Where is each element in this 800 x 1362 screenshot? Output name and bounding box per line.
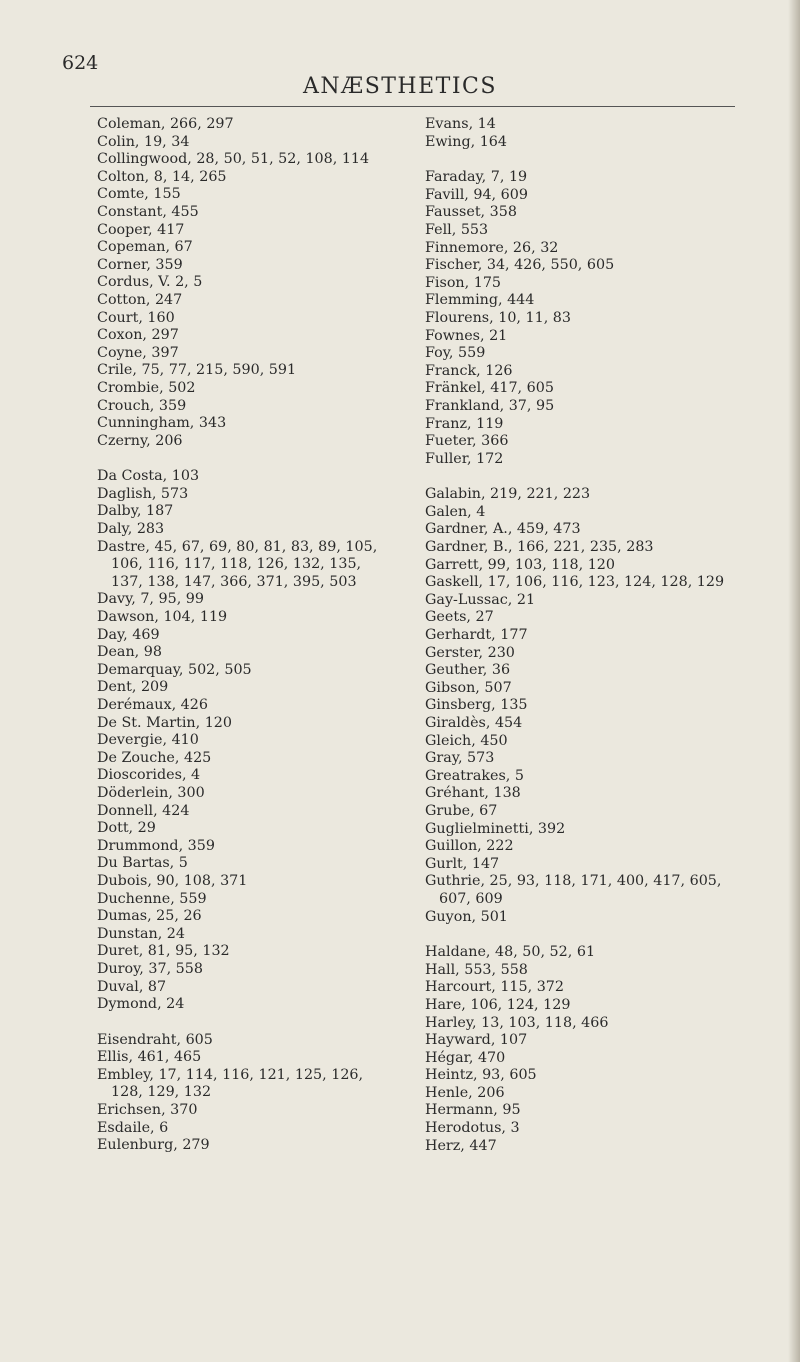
index-entry: Coleman, 266, 297 xyxy=(97,116,234,132)
index-entry: Dott, 29 xyxy=(97,820,156,837)
header-rule xyxy=(90,106,735,107)
index-entry: Colin, 19, 34 xyxy=(97,133,190,150)
index-entry: Franck, 126 xyxy=(425,362,513,379)
index-entry: Henle, 206 xyxy=(425,1084,505,1101)
index-entry: Crouch, 359 xyxy=(97,397,187,414)
index-entry: Gurlt, 147 xyxy=(425,855,500,872)
index-entry: Devergie, 410 xyxy=(97,732,199,749)
index-entry: Franz, 119 xyxy=(425,415,504,432)
index-entry: Daly, 283 xyxy=(97,521,165,538)
index-entry: Coxon, 297 xyxy=(97,327,179,344)
index-entry: Guthrie, 25, 93, 118, 171, 400, 417, 605, 607, 609 xyxy=(425,873,722,907)
index-entry: Geets, 27 xyxy=(425,609,494,626)
index-entry: Haldane, 48, 50, 52, 61 xyxy=(425,944,596,961)
index-entry: Gerhardt, 177 xyxy=(425,627,528,644)
index-entry: Donnell, 424 xyxy=(97,802,190,819)
index-entry: Dymond, 24 xyxy=(97,996,185,1013)
index-entry: Ewing, 164 xyxy=(425,133,507,150)
index-entry: Hermann, 95 xyxy=(425,1102,521,1119)
index-entry: Dalby, 187 xyxy=(97,503,174,520)
index-entry: Fränkel, 417, 605 xyxy=(425,380,554,397)
index-entry: Guyon, 501 xyxy=(425,908,508,925)
index-entry: Constant, 455 xyxy=(97,203,199,220)
index-entry: Gaskell, 17, 106, 116, 123, 124, 128, 129 xyxy=(425,574,725,591)
letter-group-gap xyxy=(97,450,397,468)
index-entry: Crombie, 502 xyxy=(97,379,196,396)
index-entry: Du Bartas, 5 xyxy=(97,855,188,872)
index-entry: Demarquay, 502, 505 xyxy=(97,661,252,678)
index-entry: Erichsen, 370 xyxy=(97,1102,198,1119)
index-entry: Grube, 67 xyxy=(425,802,498,819)
index-entry: Fison, 175 xyxy=(425,274,502,291)
index-entry: Herz, 447 xyxy=(425,1137,497,1154)
index-entry: Colton, 8, 14, 265 xyxy=(97,168,227,185)
letter-group-gap xyxy=(97,1014,397,1032)
index-entry: Gibson, 507 xyxy=(425,679,512,696)
index-entry: Da Costa, 103 xyxy=(97,468,200,485)
index-entry: Eisendraht, 605 xyxy=(97,1031,213,1048)
index-entry: Coyne, 397 xyxy=(97,344,179,361)
index-entry: Galabin, 219, 221, 223 xyxy=(425,486,591,503)
index-entry: Ellis, 461, 465 xyxy=(97,1049,202,1066)
index-entry: Hayward, 107 xyxy=(425,1032,528,1049)
index-entry: Court, 160 xyxy=(97,309,175,326)
index-entry: Harley, 13, 103, 118, 466 xyxy=(425,1014,609,1031)
index-entry: Herodotus, 3 xyxy=(425,1120,520,1137)
page-number: 624 xyxy=(62,52,99,74)
index-entry: De St. Martin, 120 xyxy=(97,714,232,731)
index-entry: Faraday, 7, 19 xyxy=(425,169,528,186)
index-entry: Greatrakes, 5 xyxy=(425,767,524,784)
index-entry: Gay-Lussac, 21 xyxy=(425,591,536,608)
index-entry: Dumas, 25, 26 xyxy=(97,908,202,925)
index-entry: Daglish, 573 xyxy=(97,485,189,502)
index-entry: Duval, 87 xyxy=(97,978,167,995)
index-entry: Flourens, 10, 11, 83 xyxy=(425,309,571,326)
index-entry: Dastre, 45, 67, 69, 80, 81, 83, 89, 105, 106, 116, 117, 118, 126, 132, 135, 137, 138, 147, 366, 371, 395, 503 xyxy=(97,538,378,590)
index-entry: Esdaile, 6 xyxy=(97,1119,169,1136)
index-entry: Duchenne, 559 xyxy=(97,890,207,907)
index-entry: Cotton, 247 xyxy=(97,291,183,308)
index-entry: Czerny, 206 xyxy=(97,432,183,449)
index-entry: Garrett, 99, 103, 118, 120 xyxy=(425,556,615,573)
index-entry: De Zouche, 425 xyxy=(97,749,212,766)
index-entry: Fell, 553 xyxy=(425,221,489,238)
index-entry: Duret, 81, 95, 132 xyxy=(97,943,230,960)
index-entry: Evans, 14 xyxy=(425,116,496,132)
index-entry: Fownes, 21 xyxy=(425,327,508,344)
index-entry: Dunstan, 24 xyxy=(97,925,185,942)
index-entry: Gréhant, 138 xyxy=(425,785,521,802)
index-entry: Favill, 94, 609 xyxy=(425,186,528,203)
index-entry: Ginsberg, 135 xyxy=(425,697,528,714)
index-entry: Heintz, 93, 605 xyxy=(425,1067,537,1084)
index-entry: Guillon, 222 xyxy=(425,838,514,855)
letter-group-gap xyxy=(425,151,750,169)
index-entry: Crile, 75, 77, 215, 590, 591 xyxy=(97,362,297,379)
letter-group-gap xyxy=(425,468,750,486)
index-entry: Gardner, A., 459, 473 xyxy=(425,521,581,538)
index-entry: Finnemore, 26, 32 xyxy=(425,239,559,256)
index-entry: Gray, 573 xyxy=(425,750,495,767)
letter-group-gap xyxy=(425,926,750,944)
index-entry: Guglielminetti, 392 xyxy=(425,820,566,837)
index-entry: Cooper, 417 xyxy=(97,221,185,238)
index-entry: Galen, 4 xyxy=(425,503,486,520)
index-column-right xyxy=(425,116,750,1155)
index-entry: Copeman, 67 xyxy=(97,239,193,256)
index-entry: Döderlein, 300 xyxy=(97,784,205,801)
index-entry: Fuller, 172 xyxy=(425,450,504,467)
index-entry: Derémaux, 426 xyxy=(97,697,208,713)
index-entry: Collingwood, 28, 50, 51, 52, 108, 114 xyxy=(97,151,370,168)
index-entry: Dubois, 90, 108, 371 xyxy=(97,872,248,889)
index-entry: Hall, 553, 558 xyxy=(425,961,528,978)
index-entry: Dean, 98 xyxy=(97,644,162,661)
index-entry: Embley, 17, 114, 116, 121, 125, 126, 128, 129, 132 xyxy=(97,1066,364,1101)
index-entry: Hégar, 470 xyxy=(425,1049,506,1066)
page-edge xyxy=(788,0,800,1362)
index-entry: Hare, 106, 124, 129 xyxy=(425,996,571,1013)
index-entry: Dioscorides, 4 xyxy=(97,767,201,784)
index-entry: Dent, 209 xyxy=(97,679,169,696)
index-entry: Gleich, 450 xyxy=(425,732,508,749)
index-entry: Davy, 7, 95, 99 xyxy=(97,591,204,608)
index-entry: Eulenburg, 279 xyxy=(97,1137,210,1154)
index-entry: Gardner, B., 166, 221, 235, 283 xyxy=(425,539,654,556)
index-entry: Drummond, 359 xyxy=(97,837,215,854)
index-entry: Fueter, 366 xyxy=(425,433,509,450)
index-entry: Cunningham, 343 xyxy=(97,415,227,432)
index-entry: Comte, 155 xyxy=(97,186,181,203)
index-entry: Cordus, V. 2, 5 xyxy=(97,274,203,291)
index-column-left xyxy=(97,116,397,1155)
index-entry: Harcourt, 115, 372 xyxy=(425,979,564,996)
index-entry: Geuther, 36 xyxy=(425,662,511,679)
index-entry: Gerster, 230 xyxy=(425,644,515,661)
index-entry: Duroy, 37, 558 xyxy=(97,960,203,977)
index-entry: Foy, 559 xyxy=(425,345,486,362)
index-entry: Fausset, 358 xyxy=(425,204,517,221)
index-entry: Corner, 359 xyxy=(97,256,183,273)
index-entry: Giraldès, 454 xyxy=(425,715,523,731)
index-entry: Day, 469 xyxy=(97,626,160,643)
index-entry: Frankland, 37, 95 xyxy=(425,397,555,414)
index-entry: Flemming, 444 xyxy=(425,292,535,309)
index-entry: Dawson, 104, 119 xyxy=(97,609,228,626)
running-head: ANÆSTHETICS xyxy=(303,74,497,99)
index-entry: Fischer, 34, 426, 550, 605 xyxy=(425,257,615,274)
